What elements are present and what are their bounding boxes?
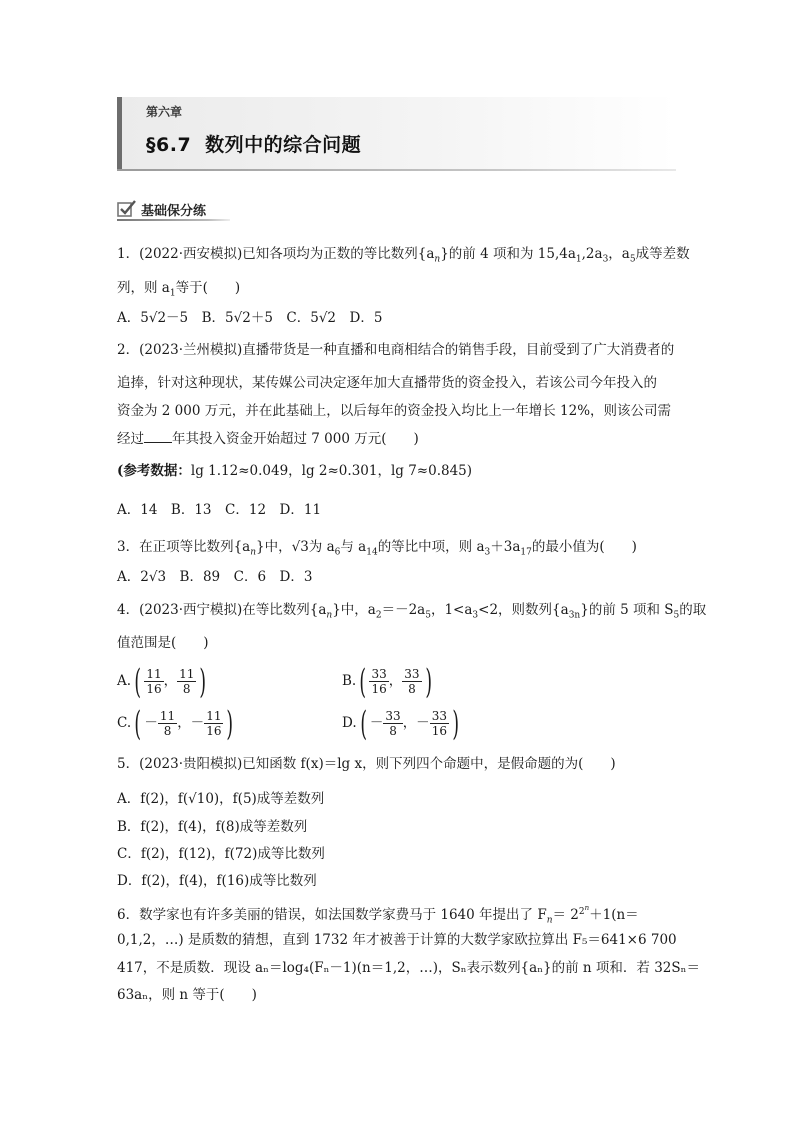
q4-option-b: B.( $\frac{33}{16}$ ， $\frac{33}{8}$ ) <box>342 661 432 702</box>
q4-line1: 4．(2023·西宁模拟)在等比数列$\{a_n\}$中，$a_2=-2a_5$，$1<a_3<2$，则数列$\{a_{3n}\}$的前 5 项和 $S_5$的取 <box>117 602 707 621</box>
practice-tag-label: 基础保分练 <box>141 204 207 219</box>
checkbox-check-icon <box>117 200 137 218</box>
practice-tag <box>117 199 230 221</box>
section-name: 数列中的综合问题 <box>205 134 362 156</box>
section-number: §6.7 <box>146 134 192 156</box>
q1-options: A．5√2－5 B．5√2＋5 C．5√2 D．5 <box>117 310 383 326</box>
answer-blank <box>144 430 172 443</box>
q5-option-a: A．f(2)，f(√10)，f(5)成等差数列 <box>117 791 325 807</box>
q4-line2: 值范围是( ) <box>117 635 209 651</box>
q5-option-b: B．f(2)，f(4)，f(8)成等差数列 <box>117 819 308 835</box>
q5-option-c: C．f(2)，f(12)，f(72)成等比数列 <box>117 846 325 862</box>
q2-reference-data: (参考数据：lg 1.12≈0.049，lg 2≈0.301，lg 7≈0.845) <box>117 463 473 479</box>
q1-line2: 列，则 $a_1$等于( ) <box>117 280 241 299</box>
section-title <box>146 130 361 157</box>
q6-line1: 6．数学家也有许多美丽的错误，如法国数学家费马于 1640 年提出了 $F_n= 2^{2^n}+1(n=$ <box>117 903 639 926</box>
q5-option-d: D．f(2)，f(4)，f(16)成等比数列 <box>117 873 317 889</box>
q1-line1: 1．(2022·西安模拟)已知各项均为正数的等比数列$\{a_n\}$的前 4 项和为 $15,4a_1,2a_3$，$a_5$成等差数 <box>117 246 690 265</box>
q4-option-d: D.( － $\frac{33}{8}$ ，－ $\frac{33}{16}$ ) <box>342 703 459 744</box>
q2-line1: 2．(2023·兰州模拟)直播带货是一种直播和电商相结合的销售手段，目前受到了广大消费者的 <box>117 342 675 358</box>
q4-option-a: A.( $\frac{11}{16}$ ， $\frac{11}{8}$ ) <box>117 661 207 702</box>
q6-line4: 63aₙ，则 n 等于( ) <box>117 987 257 1003</box>
q2-line3: 资金为 2 000 万元，并在此基础上，以后每年的资金投入均比上一年增长 12%，则该公司需 <box>117 403 672 419</box>
q3-options: A．2√3 B．89 C．6 D．3 <box>117 569 313 585</box>
q5-line1: 5．(2023·贵阳模拟)已知函数 f(x)＝lg x，则下列四个命题中，是假命题的为( ) <box>117 756 616 772</box>
q6-line3: 417，不是质数．现设 aₙ＝log₄(Fₙ－1)(n＝1,2，…)，Sₙ表示数列{aₙ}的前 n 项和．若 32Sₙ＝ <box>117 960 700 976</box>
chapter-label: 第六章 <box>146 105 183 119</box>
q2-line2: 追捧，针对这种现状，某传媒公司决定逐年加大直播带货的资金投入，若该公司今年投入的 <box>117 375 657 391</box>
tag-underline <box>117 219 230 221</box>
q2-line4: 经过 年其投入资金开始超过 7 000 万元( ) <box>117 431 419 447</box>
q2-options: A．14 B．13 C．12 D．11 <box>117 502 322 518</box>
q4-option-c: C.( － $\frac{11}{8}$ ，－ $\frac{11}{16}$ ) <box>117 703 234 744</box>
header-divider <box>117 169 676 171</box>
q6-line2: 0,1,2，…) 是质数的猜想，直到 1732 年才被善于计算的大数学家欧拉算出 F₅＝641×6 700 <box>117 932 677 948</box>
q3-line1: 3．在正项等比数列$\{a_n\}$中，√3为 $a_6$与 $a_{14}$的等比中项，则 $a_3+3a_{17}$的最小值为( ) <box>117 539 637 558</box>
